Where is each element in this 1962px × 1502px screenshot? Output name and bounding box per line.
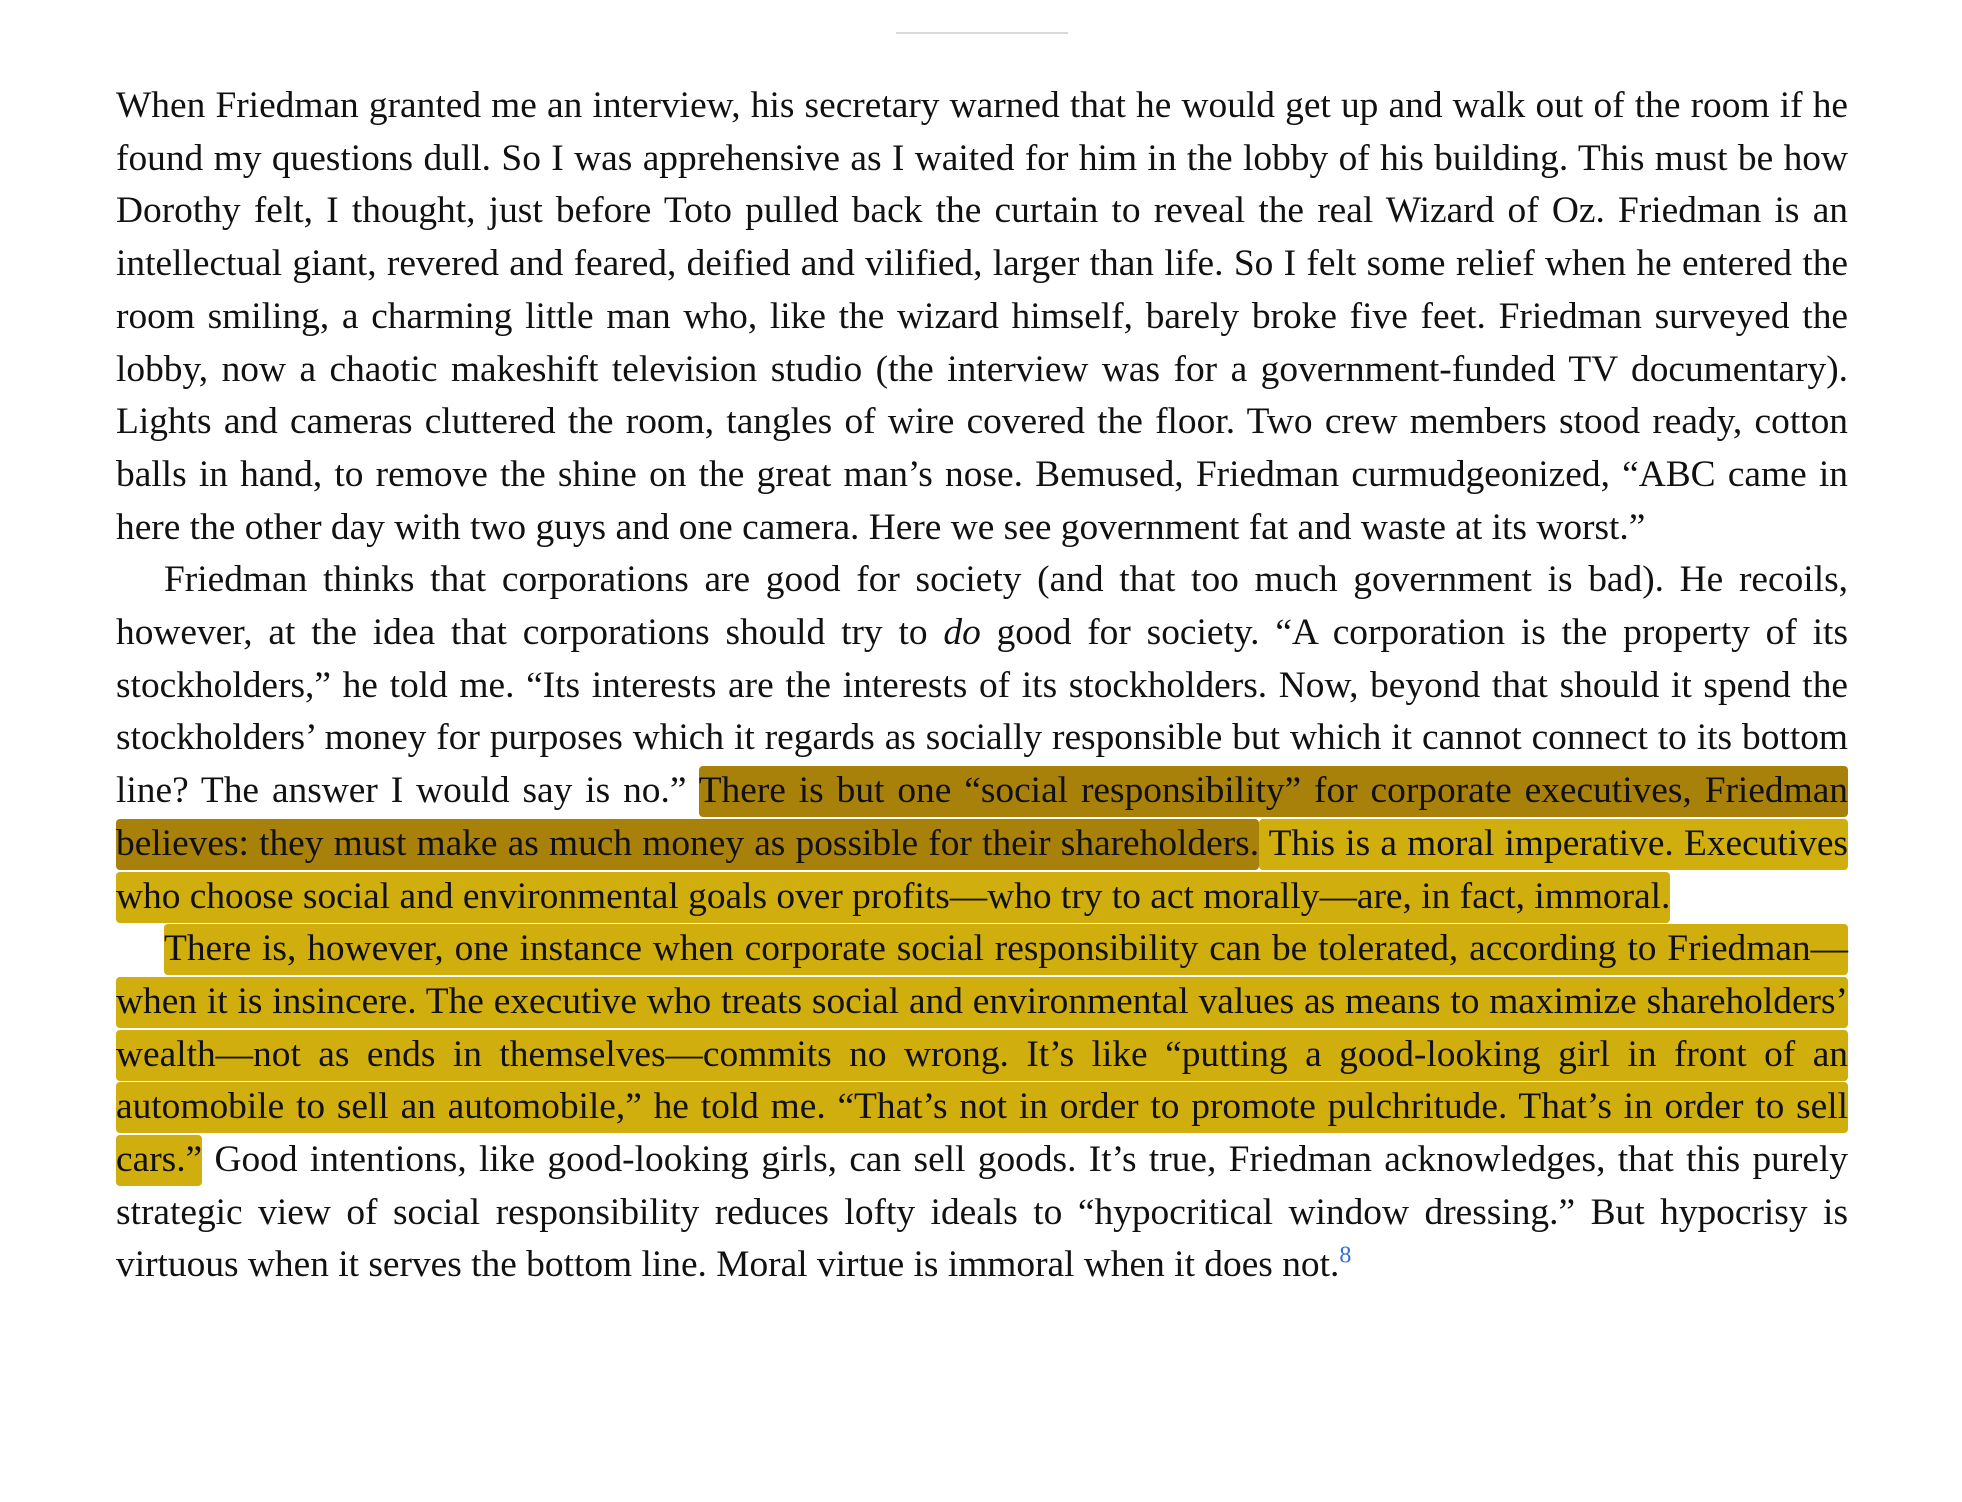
footnote-link[interactable]: 8 [1339,1243,1352,1269]
paragraph-2-text-middle: good for society. “A corporation is the property of its stockholders,” he told me. “Its interests are the interests of its stockholders. Now, beyond that should it spend the stockholders’ money for purposes which it regards as socially responsible but which it cannot connect to its bottom line? The answer I would say is no.” [116,612,1848,812]
emphasis-do: do [943,612,981,654]
highlight-light-1[interactable]: This is a moral imperative. Executives who choose social and environmental goals over profits—who try to act morally—are, in fact, immoral. [116,819,1848,923]
paragraph-1: When Friedman granted me an interview, his secretary warned that he would get up and walk out of the room if he found my questions dull. So I was apprehensive as I waited for him in the lobby of his building. This must be how Dorothy felt, I thought, just before Toto pulled back the curtain to reveal the real Wizard of Oz. Friedman is an intellectual giant, revered and feared, deified and vilified, larger than life. So I felt some relief when he entered the room smiling, a charming little man who, like the wizard himself, barely broke five feet. Friedman surveyed the lobby, now a chaotic makeshift television studio (the interview was for a government-funded TV documentary). Lights and cameras cluttered the room, tangles of wire covered the floor. Two crew members stood ready, cotton balls in hand, to remove the shine on the great man’s nose. Bemused, Friedman curmudgeonized, “ABC came in here the other day with two guys and one camera. Here we see government fat and waste at its worst.” [116,85,1848,548]
paragraph-2-text-start: Friedman thinks that corporations are good for society (and that too much government is bad). He recoils, however, at the idea that corporations should try to [116,559,1848,654]
book-text-column [116,80,1848,1292]
paragraph-2 [116,554,1848,923]
highlight-light-2[interactable]: There is, however, one instance when corporate social responsibility can be tolerated, according to Friedman—when it is insincere. The executive who treats social and environmental values as means to maximize shareholders’ wealth—not as ends in themselves—commits no wrong. It’s like “putting a good-looking girl in front of an automobile to sell an automobile,” he told me. “That’s not in order to promote pulchritude. That’s in order to sell cars.” [116,924,1848,1186]
top-divider [896,32,1068,34]
highlight-dark[interactable]: There is but one “social responsibility” for corporate executives, Friedman believes: they must make as much money as possible for their shareholders. [116,766,1848,870]
paragraph-3 [116,923,1848,1292]
paragraph-3-text-rest: Good intentions, like good-looking girls, can sell goods. It’s true, Friedman acknowledges, that this purely strategic view of social responsibility reduces lofty ideals to “hypocritical window dressing.” But hypocrisy is virtuous when it serves the bottom line. Moral virtue is immoral when it does not. [116,1139,1848,1286]
